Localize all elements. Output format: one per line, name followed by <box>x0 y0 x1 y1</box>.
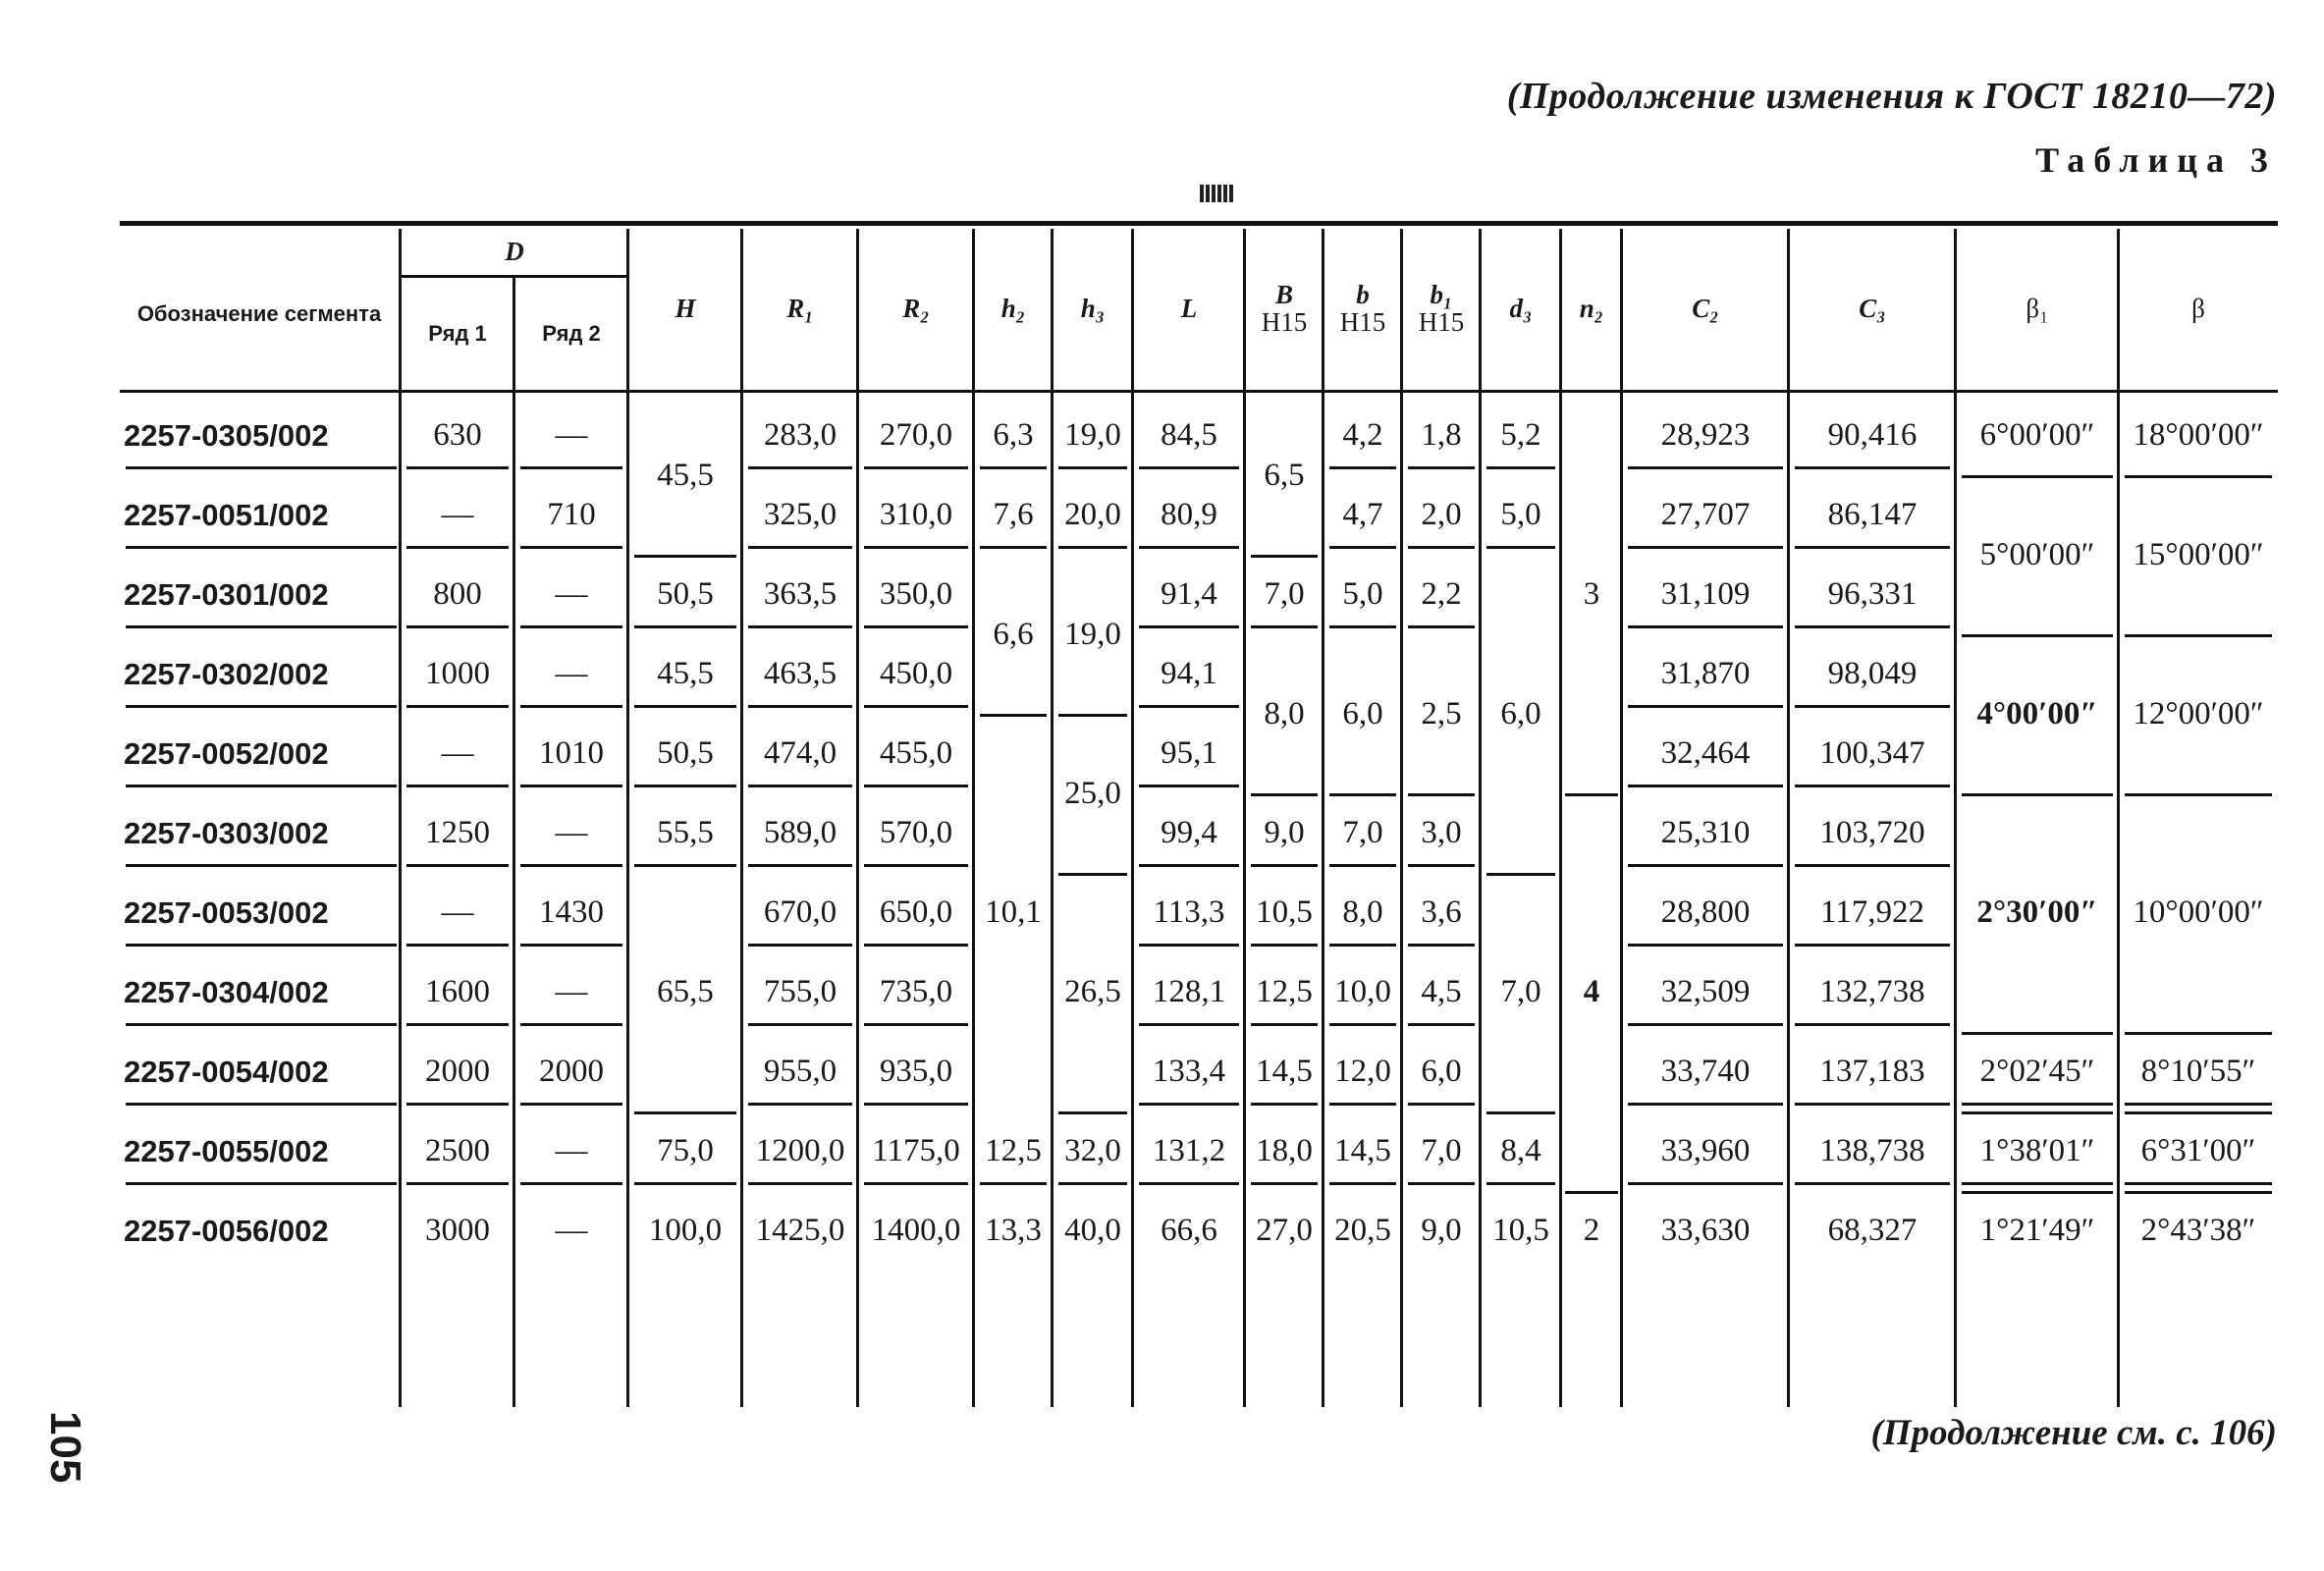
cell-R1: 589,0 <box>742 793 858 873</box>
merge-rule <box>1486 873 1555 876</box>
cell-d1: 3000 <box>425 1213 490 1248</box>
cell-C2: 27,707 <box>1622 475 1789 555</box>
cell-L: 94,1 <box>1133 634 1245 714</box>
col-header-H: H <box>675 293 696 323</box>
merge-rule <box>1408 793 1475 796</box>
cell-desig: 2257-0304/002 <box>120 952 403 1032</box>
col-header-B-tolerance: H15 <box>1261 307 1308 337</box>
cell-b1: 7,0 <box>1402 1111 1481 1191</box>
merge-rule <box>1058 1111 1127 1114</box>
cell-R1: 955,0 <box>742 1032 858 1111</box>
cell-R2: 270,0 <box>858 396 974 475</box>
table-top-rule <box>120 221 2278 226</box>
cell-b1: 1,8 <box>1402 396 1481 475</box>
cell-h2: 6,3 <box>974 396 1053 475</box>
cell-C3: 86,147 <box>1789 475 1956 555</box>
cell-b: 4,2 <box>1324 396 1402 475</box>
cell-C2: 33,740 <box>1622 1032 1789 1111</box>
cell-C2: 28,923 <box>1622 396 1789 475</box>
cell-beta1: 1°38′01″ <box>1956 1111 2119 1191</box>
column-rule <box>1131 229 1134 1407</box>
merged-n2-3: 3 <box>1583 576 1600 612</box>
cell-R2: 735,0 <box>858 952 974 1032</box>
cell-H: 75,0 <box>628 1111 742 1191</box>
merge-rule <box>1962 1191 2113 1194</box>
merge-rule <box>2125 475 2272 478</box>
cell-R2: 1400,0 <box>871 1213 961 1248</box>
cell-R2: 350,0 <box>858 555 974 634</box>
cell-L: 99,4 <box>1133 793 1245 873</box>
cell-h3: 19,0 <box>1053 396 1133 475</box>
cell-b1: 3,0 <box>1402 793 1481 873</box>
cell-L: 131,2 <box>1133 1111 1245 1191</box>
merge-rule <box>1565 793 1618 796</box>
cell-beta1: 2°02′45″ <box>1956 1032 2119 1111</box>
cell-C2: 33,960 <box>1622 1111 1789 1191</box>
cell-B: 9,0 <box>1245 793 1324 873</box>
cell-d2: — <box>514 396 628 475</box>
cell-desig: 2257-0054/002 <box>120 1032 403 1111</box>
column-rule <box>856 229 859 1407</box>
cell-L: 80,9 <box>1133 475 1245 555</box>
cell-desig: 2257-0305/002 <box>120 396 403 475</box>
merged-beta-12: 12°00′00″ <box>2133 695 2264 731</box>
col-header-n2: n₂ <box>1579 293 1604 323</box>
merged-beta1-6: 6°00′00″ <box>1979 417 2095 453</box>
cell-R1: 463,5 <box>742 634 858 714</box>
merge-rule <box>1251 793 1318 796</box>
cell-b1: 3,6 <box>1402 873 1481 952</box>
merged-b-6-0: 6,0 <box>1342 695 1383 731</box>
merge-rule <box>1962 475 2113 478</box>
cell-R2: 455,0 <box>858 714 974 793</box>
col-header-C3: C₃ <box>1859 293 1886 323</box>
cell-H: 45,5 <box>628 634 742 714</box>
merged-B-8-0: 8,0 <box>1264 695 1305 731</box>
col-header-b <box>1324 229 1402 388</box>
col-header-R1: R₁ <box>786 293 814 323</box>
column-rule <box>1400 229 1403 1407</box>
cell-C2: 31,109 <box>1622 555 1789 634</box>
cell-d1: 2500 <box>401 1111 514 1191</box>
cell-C2: 28,800 <box>1622 873 1789 952</box>
cell-desig: 2257-0055/002 <box>120 1111 403 1191</box>
cell-R2: 935,0 <box>858 1032 974 1111</box>
print-mark <box>1200 185 1233 202</box>
cell-b: 10,0 <box>1324 952 1402 1032</box>
cell-d1: 1600 <box>401 952 514 1032</box>
cell-C3: 117,922 <box>1789 873 1956 952</box>
cell-d3: 8,4 <box>1481 1111 1561 1191</box>
column-rule <box>1479 229 1482 1407</box>
page-header <box>1507 75 2277 181</box>
merged-h2-6-6: 6,6 <box>993 616 1034 652</box>
cell-d1: 800 <box>401 555 514 634</box>
cell-R1: 1425,0 <box>755 1213 845 1248</box>
cell-C3: 68,327 <box>1827 1213 1918 1248</box>
cell-d2: 710 <box>514 475 628 555</box>
cell-d3: 5,2 <box>1481 396 1561 475</box>
cell-h3: 32,0 <box>1053 1111 1133 1191</box>
cell-R1: 474,0 <box>742 714 858 793</box>
cell-R1: 1200,0 <box>742 1111 858 1191</box>
merge-rule <box>1058 873 1127 876</box>
cell-B: 27,0 <box>1256 1213 1313 1248</box>
cell-L: 66,6 <box>1161 1213 1217 1248</box>
cell-b: 14,5 <box>1324 1111 1402 1191</box>
merge-rule <box>2125 1111 2272 1114</box>
cell-d2: 2000 <box>514 1032 628 1111</box>
cell-R1: 670,0 <box>742 873 858 952</box>
cell-C3: 98,049 <box>1789 634 1956 714</box>
col-header-R2: R₂ <box>902 293 930 323</box>
data-table <box>120 221 2278 1409</box>
column-rule <box>1559 229 1562 1407</box>
merged-beta1-5: 5°00′00″ <box>1979 536 2095 572</box>
column-rule <box>626 229 629 1407</box>
merge-rule <box>634 555 736 558</box>
cell-C3: 96,331 <box>1789 555 1956 634</box>
merge-rule <box>2125 793 2272 796</box>
cell-R2: 1175,0 <box>858 1111 974 1191</box>
col-header-B <box>1245 229 1324 388</box>
merge-rule <box>1962 793 2113 796</box>
col-header-C2: C₂ <box>1692 293 1719 323</box>
column-rule <box>2117 229 2120 1407</box>
cell-d1: 630 <box>401 396 514 475</box>
cell-d1: — <box>401 475 514 555</box>
column-rule <box>513 277 515 1407</box>
cell-b1: 6,0 <box>1402 1032 1481 1111</box>
cell-d2: — <box>514 1111 628 1191</box>
merged-B-6-5: 6,5 <box>1264 457 1305 493</box>
cell-d1: — <box>401 873 514 952</box>
cell-C3: 103,720 <box>1789 793 1956 873</box>
cell-C2: 32,509 <box>1622 952 1789 1032</box>
cell-n2: 2 <box>1583 1213 1600 1248</box>
cell-C3: 137,183 <box>1789 1032 1956 1111</box>
cell-H: 100,0 <box>648 1213 723 1248</box>
cell-h2: 13,3 <box>985 1213 1042 1248</box>
merged-b1-2-5: 2,5 <box>1421 695 1462 731</box>
cell-b: 8,0 <box>1324 873 1402 952</box>
cell-R1: 325,0 <box>742 475 858 555</box>
col-header-b-tolerance: H15 <box>1339 307 1386 337</box>
merge-rule <box>1962 1032 2113 1035</box>
page-number <box>35 1402 94 1484</box>
cell-d1: 2000 <box>401 1032 514 1111</box>
cell-beta: 2°43′38″ <box>2140 1213 2256 1248</box>
col-header-row1: Ряд 1 <box>428 321 487 347</box>
cell-b: 12,0 <box>1324 1032 1402 1111</box>
merged-h2-10-1: 10,1 <box>985 894 1042 930</box>
cell-b: 5,0 <box>1324 555 1402 634</box>
continuation-footer: (Продолжение см. с. 106) <box>1870 1413 2277 1453</box>
cell-R2: 450,0 <box>858 634 974 714</box>
cell-b: 4,7 <box>1324 475 1402 555</box>
merge-rule <box>1329 793 1396 796</box>
merged-h3-25-0: 25,0 <box>1064 775 1121 811</box>
col-header-b1-symbol: b₁ <box>1430 279 1453 309</box>
merge-rule <box>1486 1111 1555 1114</box>
cell-b1: 4,5 <box>1402 952 1481 1032</box>
cell-h3: 20,0 <box>1053 475 1133 555</box>
cell-b: 7,0 <box>1324 793 1402 873</box>
cell-L: 113,3 <box>1133 873 1245 952</box>
col-header-D: D <box>505 236 524 266</box>
cell-desig: 2257-0056/002 <box>124 1213 329 1248</box>
merged-beta1-4: 4°00′00″ <box>1976 695 2098 731</box>
cell-H: 50,5 <box>628 714 742 793</box>
cell-R2: 570,0 <box>858 793 974 873</box>
cell-d2: — <box>514 634 628 714</box>
merged-beta-15: 15°00′00″ <box>2133 536 2264 572</box>
cell-d1: 1250 <box>401 793 514 873</box>
cell-desig: 2257-0051/002 <box>120 475 403 555</box>
cell-C2: 33,630 <box>1660 1213 1751 1248</box>
cell-L: 95,1 <box>1133 714 1245 793</box>
cell-B: 18,0 <box>1245 1111 1324 1191</box>
cell-desig: 2257-0053/002 <box>120 873 403 952</box>
merge-rule <box>1565 1191 1618 1194</box>
col-header-b1-tolerance: H15 <box>1418 307 1465 337</box>
cell-d2: — <box>514 555 628 634</box>
cell-h2: 12,5 <box>974 1111 1053 1191</box>
cell-B: 12,5 <box>1245 952 1324 1032</box>
cell-C3: 138,738 <box>1789 1111 1956 1191</box>
column-rule <box>399 229 402 1407</box>
merge-rule <box>2125 1032 2272 1035</box>
merged-h3-26-5: 26,5 <box>1064 974 1121 1009</box>
table-label: Таблица 3 <box>2035 140 2277 180</box>
cell-L: 133,4 <box>1133 1032 1245 1111</box>
merge-rule <box>1962 1111 2113 1114</box>
cell-d2: — <box>555 1213 588 1248</box>
cell-desig: 2257-0302/002 <box>120 634 403 714</box>
column-rule <box>1243 229 1246 1407</box>
merge-rule <box>634 1111 736 1114</box>
column-rule <box>740 229 743 1407</box>
col-header-B-symbol: B <box>1274 279 1293 309</box>
cell-C2: 31,870 <box>1622 634 1789 714</box>
col-header-beta: β <box>2191 293 2205 323</box>
cell-H: 50,5 <box>628 555 742 634</box>
cell-desig: 2257-0301/002 <box>120 555 403 634</box>
col-header-row2: Ряд 2 <box>542 321 601 347</box>
cell-beta: 8°10′55″ <box>2119 1032 2278 1111</box>
cell-L: 91,4 <box>1133 555 1245 634</box>
column-rule <box>1787 229 1790 1407</box>
cell-h3: 40,0 <box>1064 1213 1121 1248</box>
merge-rule <box>980 714 1047 717</box>
cell-C2: 25,310 <box>1622 793 1789 873</box>
merged-h3-19-0: 19,0 <box>1064 616 1121 652</box>
cell-R2: 650,0 <box>858 873 974 952</box>
merged-n2-4: 4 <box>1583 974 1600 1009</box>
col-header-h2: h₂ <box>1000 293 1026 323</box>
cell-R2: 310,0 <box>858 475 974 555</box>
cell-C2: 32,464 <box>1622 714 1789 793</box>
cell-b1: 2,0 <box>1402 475 1481 555</box>
cell-d2: — <box>514 793 628 873</box>
column-rule <box>972 229 975 1407</box>
merged-beta-10: 10°00′00″ <box>2133 894 2264 930</box>
cell-d3: 5,0 <box>1481 475 1561 555</box>
continuation-title: (Продолжение изменения к ГОСТ 18210—72) <box>1506 76 2277 117</box>
cell-d1: 1000 <box>401 634 514 714</box>
col-header-b-symbol: b <box>1356 279 1370 309</box>
cell-desig: 2257-0303/002 <box>120 793 403 873</box>
cell-d2: 1010 <box>514 714 628 793</box>
cell-d2: — <box>514 952 628 1032</box>
column-rule <box>1322 229 1324 1407</box>
merged-d3-6-0: 6,0 <box>1500 695 1541 731</box>
cell-d1: — <box>401 714 514 793</box>
cell-beta: 6°31′00″ <box>2119 1111 2278 1191</box>
merge-rule <box>1251 555 1318 558</box>
col-header-beta1: β₁ <box>2026 293 2049 323</box>
cell-b1: 9,0 <box>1421 1213 1462 1248</box>
cell-H: 55,5 <box>628 793 742 873</box>
column-rule <box>1620 229 1623 1407</box>
cell-C3: 90,416 <box>1789 396 1956 475</box>
merge-rule <box>1962 634 2113 637</box>
cell-d2: 1430 <box>514 873 628 952</box>
column-rule <box>1954 229 1957 1407</box>
merged-H-45-5: 45,5 <box>657 457 714 493</box>
cell-R1: 363,5 <box>742 555 858 634</box>
cell-C3: 132,738 <box>1789 952 1956 1032</box>
cell-b: 20,5 <box>1334 1213 1391 1248</box>
cell-B: 7,0 <box>1245 555 1324 634</box>
merge-rule <box>2125 634 2272 637</box>
page-number-text: 105 <box>41 1411 89 1484</box>
cell-b1: 2,2 <box>1402 555 1481 634</box>
merged-beta1-2-30: 2°30′00″ <box>1976 894 2098 930</box>
cell-desig: 2257-0052/002 <box>120 714 403 793</box>
merge-rule <box>2125 1191 2272 1194</box>
cell-R1: 283,0 <box>742 396 858 475</box>
cell-d3: 10,5 <box>1492 1213 1549 1248</box>
cell-B: 10,5 <box>1245 873 1324 952</box>
col-header-L: L <box>1180 293 1198 323</box>
merge-rule <box>1058 714 1127 717</box>
col-header-h3: h₃ <box>1080 293 1106 323</box>
cell-beta1: 1°21′49″ <box>1979 1213 2095 1248</box>
col-header-designation: Обозначение сегмента <box>136 301 382 327</box>
merged-beta-18: 18°00′00″ <box>2133 417 2264 453</box>
merged-d3-7-0: 7,0 <box>1500 974 1541 1009</box>
cell-C3: 100,347 <box>1789 714 1956 793</box>
cell-L: 84,5 <box>1133 396 1245 475</box>
col-header-d3: d₃ <box>1509 293 1533 323</box>
cell-R1: 755,0 <box>742 952 858 1032</box>
column-rule <box>1051 229 1054 1407</box>
cell-B: 14,5 <box>1245 1032 1324 1111</box>
cell-h2: 7,6 <box>974 475 1053 555</box>
cell-L: 128,1 <box>1133 952 1245 1032</box>
merged-H-65-5: 65,5 <box>657 974 714 1009</box>
col-header-b1 <box>1402 229 1481 388</box>
